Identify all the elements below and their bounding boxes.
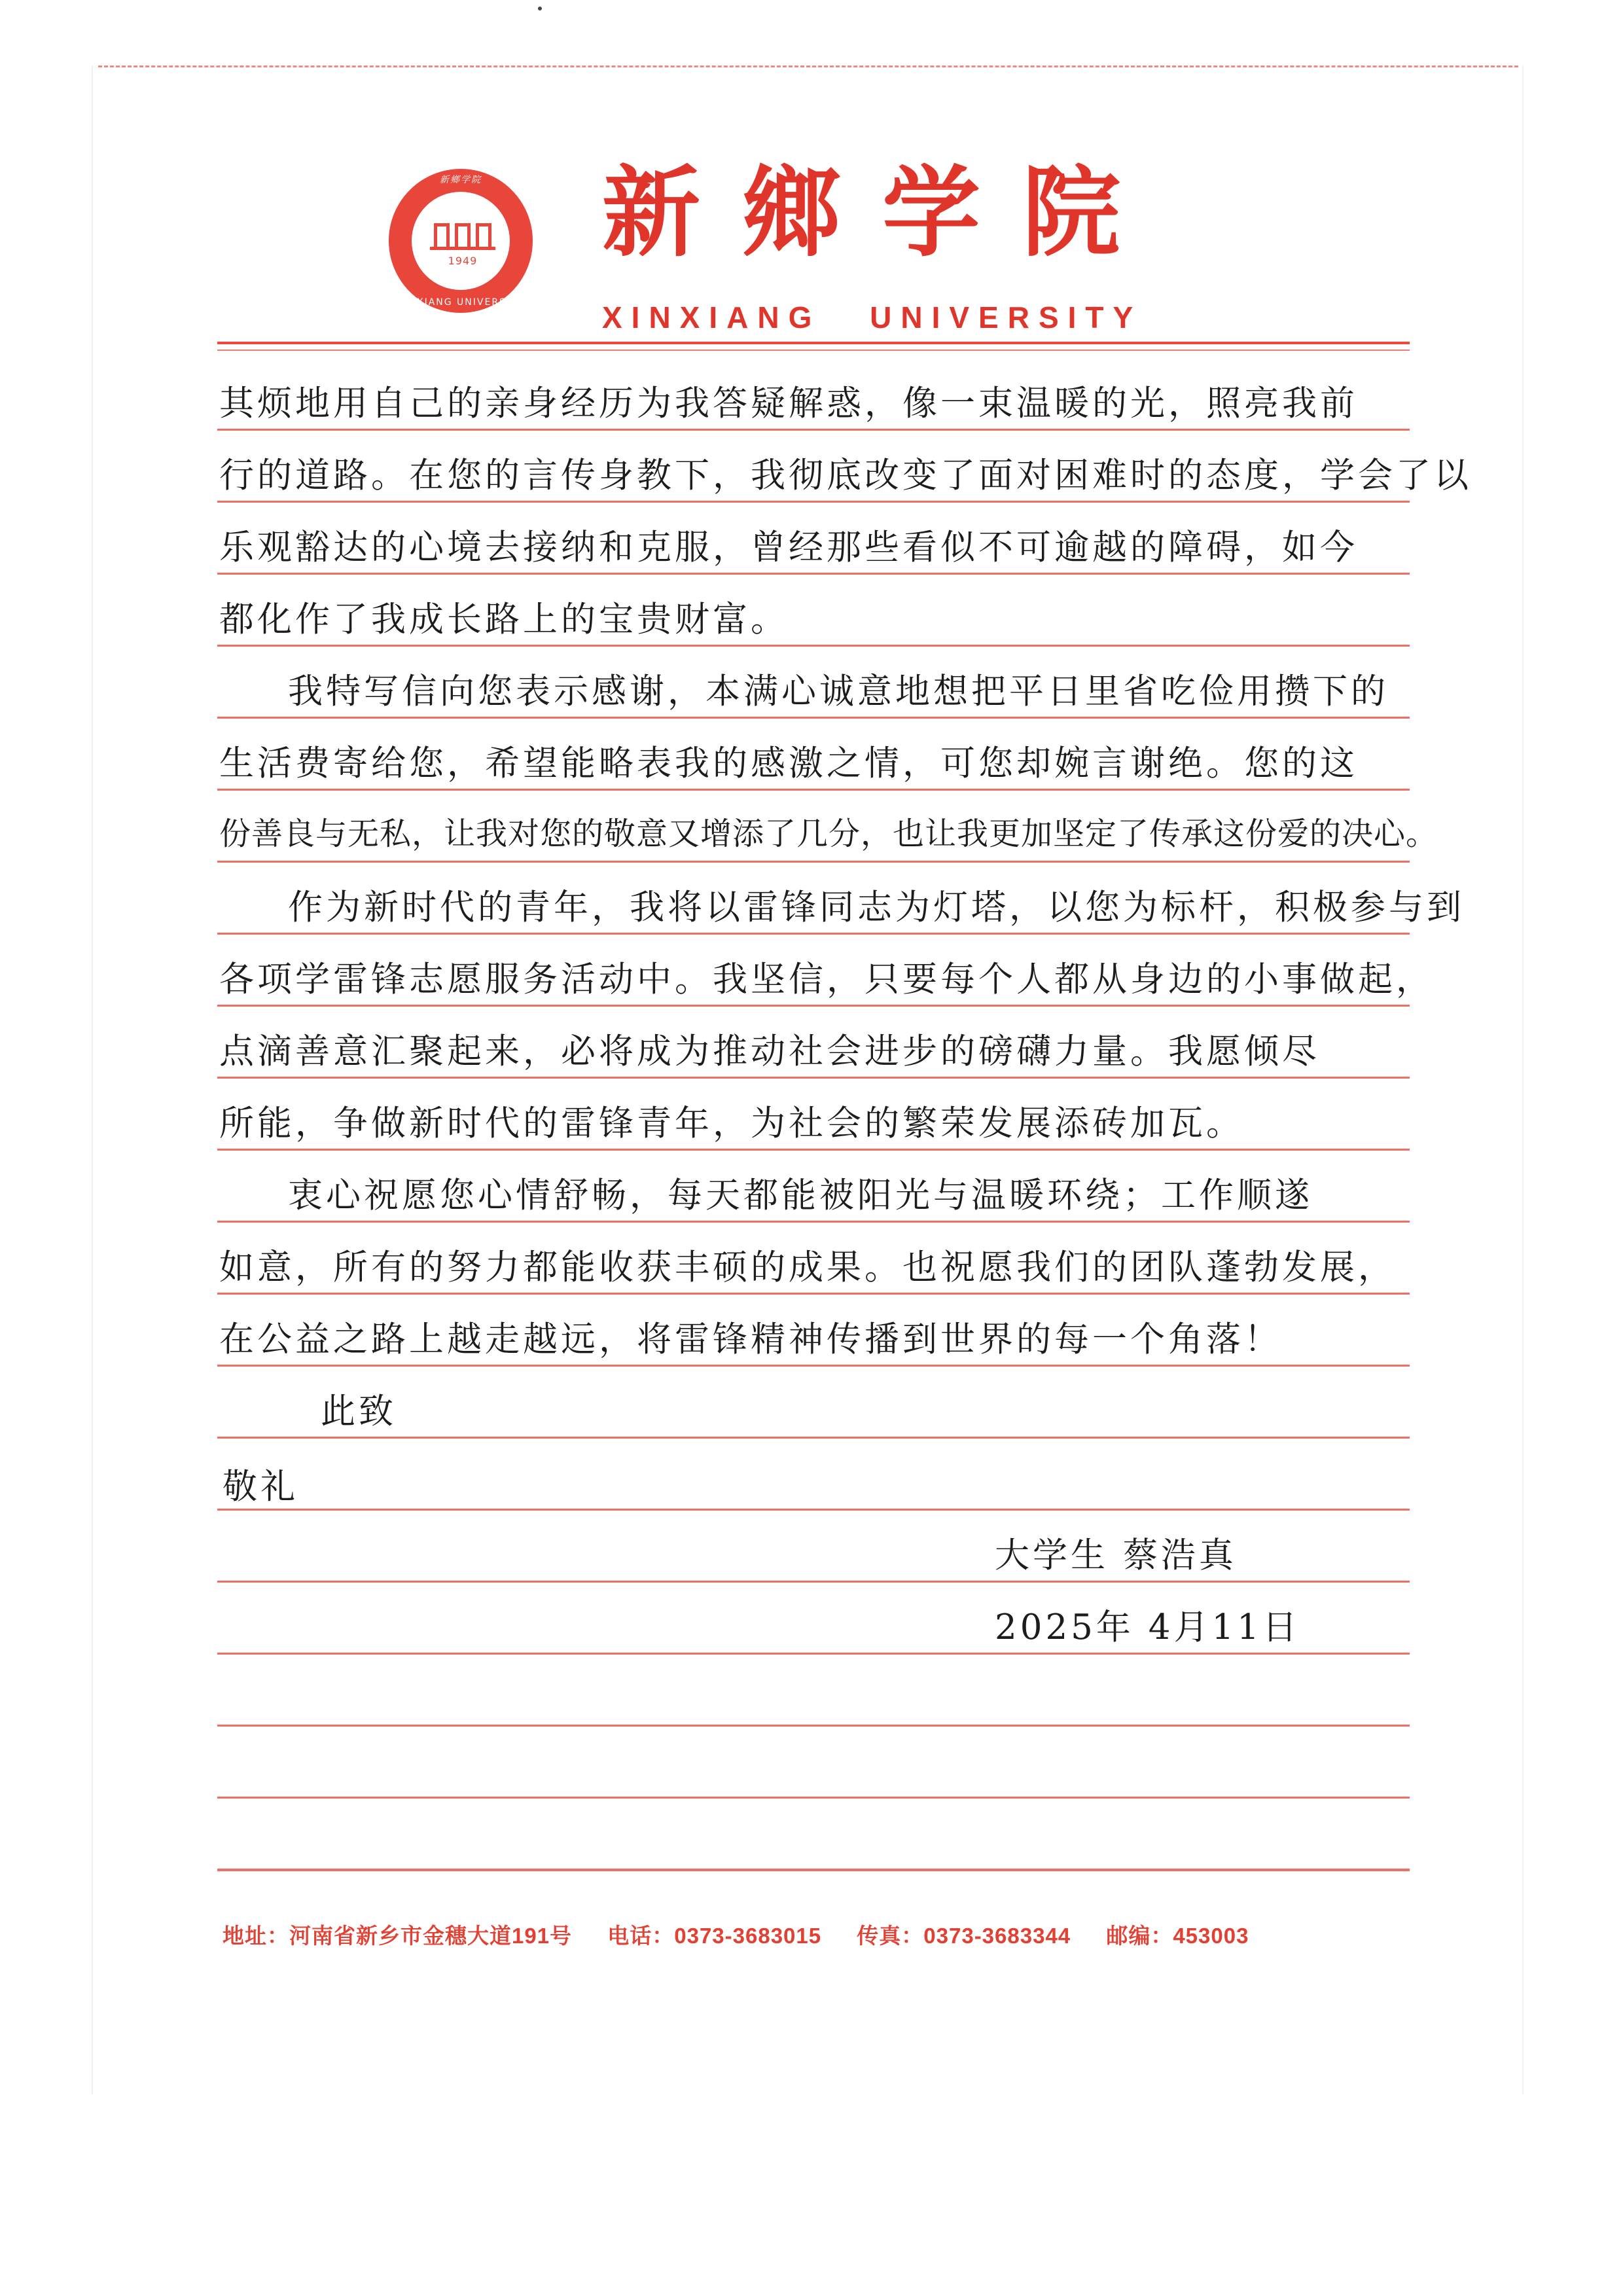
ruled-line xyxy=(217,1653,1410,1655)
footer-rule xyxy=(217,1869,1410,1871)
seal-bottom-text: XINXIANG UNIVERSITY xyxy=(397,297,525,308)
ruled-line xyxy=(217,933,1410,935)
footer-phone: 电话：0373-3683015 xyxy=(607,1924,822,1948)
ruled-line xyxy=(217,717,1410,719)
letter-line: 作为新时代的青年，我将以雷锋同志为灯塔，以您为标杆，积极参与到 xyxy=(288,888,1465,927)
letter-line: 衷心祝愿您心情舒畅，每天都能被阳光与温暖环绕；工作顺遂 xyxy=(288,1175,1313,1215)
gate-icon xyxy=(434,223,491,247)
letter-line: 各项学雷锋志愿服务活动中。我坚信，只要每个人都从身边的小事做起， xyxy=(219,960,1434,999)
letter-line: 所能，争做新时代的雷锋青年，为社会的繁荣发展添砖加瓦。 xyxy=(219,1103,1244,1143)
ruled-line xyxy=(217,861,1410,863)
closing-greeting: 此致 xyxy=(321,1391,397,1431)
letter-line: 我特写信向您表示感谢，本满心诚意地想把平日里省吃俭用攒下的 xyxy=(288,672,1389,711)
university-name-en: XINXIANG UNIVERSITY xyxy=(602,300,1143,334)
ruled-line xyxy=(217,1797,1410,1799)
letter-line: 其烦地用自己的亲身经历为我答疑解惑，像一束温暖的光，照亮我前 xyxy=(219,384,1358,423)
ruled-line xyxy=(217,501,1410,503)
footer-postcode: 邮编：453003 xyxy=(1106,1924,1249,1948)
letter-line: 行的道路。在您的言传身教下，我彻底改变了面对困难时的态度，学会了以 xyxy=(219,456,1472,495)
closing-salutation: 敬礼 xyxy=(223,1467,298,1507)
ruled-line xyxy=(217,1581,1410,1583)
ruled-line xyxy=(217,1149,1410,1151)
ruled-line xyxy=(217,1365,1410,1367)
ruled-line xyxy=(217,1509,1410,1511)
letter-line: 如意，所有的努力都能收获丰硕的成果。也祝愿我们的团队蓬勃发展， xyxy=(219,1247,1396,1287)
ruled-line xyxy=(217,789,1410,791)
ruled-line xyxy=(217,1005,1410,1007)
header-rule xyxy=(217,342,1410,344)
ruled-line xyxy=(217,1077,1410,1079)
ruled-line xyxy=(217,573,1410,575)
seal-year: 1949 xyxy=(448,255,478,267)
scan-edge xyxy=(92,65,93,2094)
letterhead-footer xyxy=(223,1919,1414,1950)
letter-line: 生活费寄给您，希望能略表我的感激之情，可您却婉言谢绝。您的这 xyxy=(219,744,1358,783)
university-seal-logo xyxy=(389,169,533,313)
letterhead xyxy=(0,0,1623,353)
letter-line: 都化作了我成长路上的宝贵财富。 xyxy=(219,600,789,639)
seal-inner-circle xyxy=(410,190,512,292)
letter-line: 在公益之路上越走越远，将雷锋精神传播到世界的每一个角落！ xyxy=(219,1319,1282,1359)
ruled-line xyxy=(217,429,1410,431)
header-rule xyxy=(217,350,1410,351)
ruled-line xyxy=(217,1725,1410,1727)
letter-line: 乐观豁达的心境去接纳和克服，曾经那些看似不可逾越的障碍，如今 xyxy=(219,528,1358,567)
signature: 大学生 蔡浩真 xyxy=(995,1535,1237,1575)
scan-edge xyxy=(1522,65,1524,2094)
ruled-line xyxy=(217,1437,1410,1439)
letter-line: 点滴善意汇聚起来，必将成为推动社会进步的磅礴力量。我愿倾尽 xyxy=(219,1031,1320,1071)
footer-fax: 传真：0373-3683344 xyxy=(857,1924,1071,1948)
ruled-line xyxy=(217,645,1410,647)
ruled-line xyxy=(217,1221,1410,1223)
seal-top-text: 新鄉学院 xyxy=(440,175,482,185)
footer-address: 地址：河南省新乡市金穗大道191号 xyxy=(223,1924,573,1948)
letter-date: 2025年 4月11日 xyxy=(995,1607,1300,1647)
letter-line: 份善良与无私，让我对您的敬意又增添了几分，也让我更加坚定了传承这份爱的决心。 xyxy=(219,816,1438,852)
ruled-line xyxy=(217,1293,1410,1295)
university-name-cn: 新鄉学院 xyxy=(602,155,1163,270)
